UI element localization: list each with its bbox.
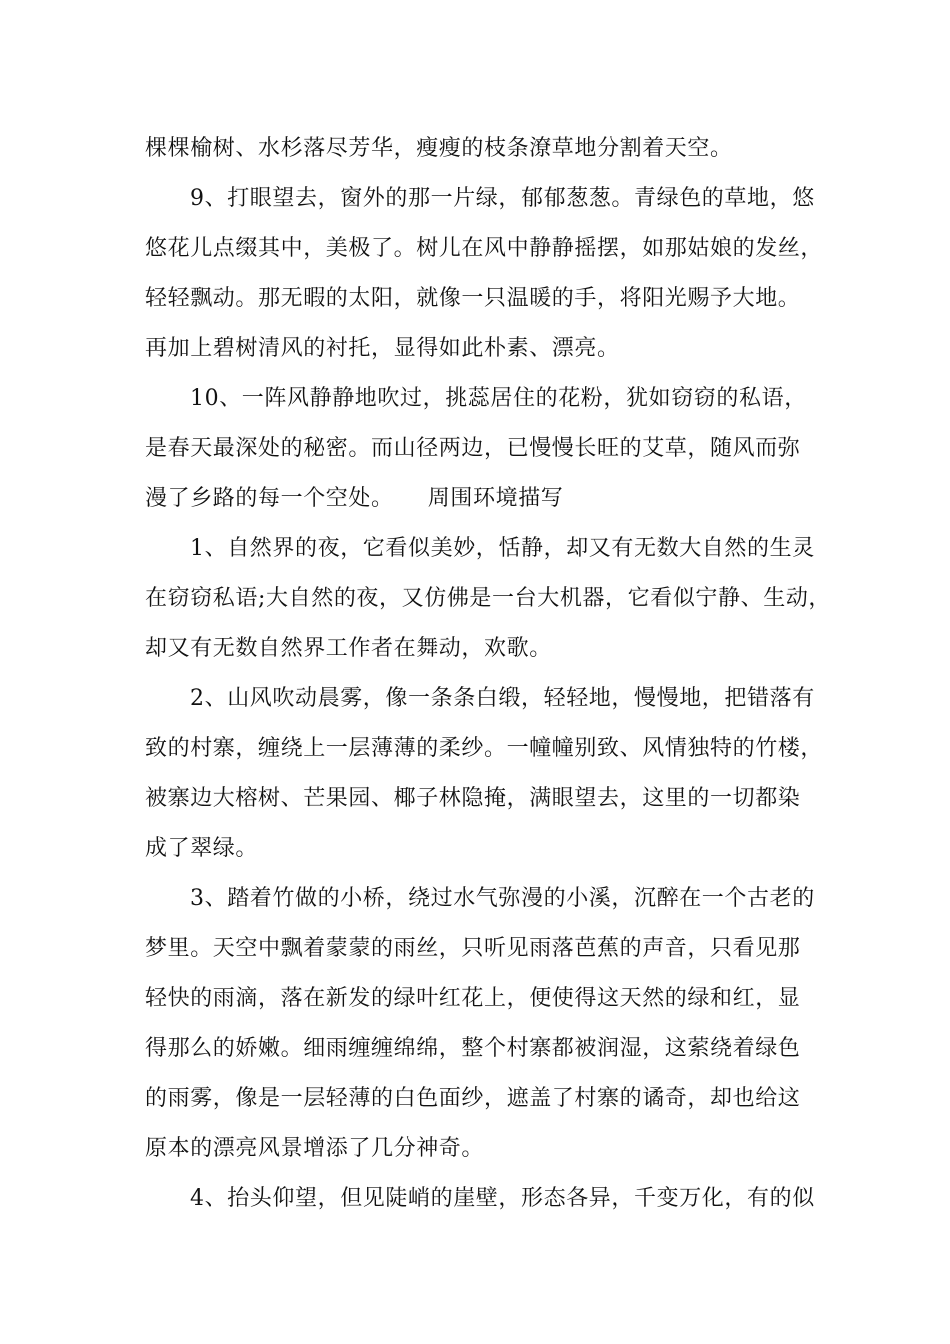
text-line: 再加上碧树清风的衬托，显得如此朴素、漂亮。	[145, 336, 620, 361]
text-line: 4、抬头仰望，但见陡峭的崖壁，形态各异，千变万化，有的似	[190, 1186, 815, 1211]
text-line: 成了翠绿。	[145, 836, 259, 861]
text-line: 棵棵榆树、水杉落尽芳华，瘦瘦的枝条潦草地分割着天空。	[145, 136, 733, 161]
text-line: 9、打眼望去，窗外的那一片绿，郁郁葱葱。青绿色的草地，悠	[190, 186, 815, 211]
text-line: 原本的漂亮风景增添了几分神奇。	[145, 1136, 485, 1161]
text-line: 是春天最深处的秘密。而山径两边，已慢慢长旺的艾草，随风而弥	[145, 436, 801, 461]
text-line: 悠花儿点缀其中，美极了。树儿在风中静静摇摆，如那姑娘的发丝，	[145, 236, 824, 261]
text-line: 3、踏着竹做的小桥，绕过水气弥漫的小溪，沉醉在一个古老的	[190, 886, 815, 911]
text-line: 的雨雾，像是一层轻薄的白色面纱，遮盖了村寨的谲奇，却也给这	[145, 1086, 801, 1111]
text-line: 在窃窃私语;大自然的夜，又仿佛是一台大机器，它看似宁静、生动，	[145, 586, 832, 611]
text-line: 轻快的雨滴，落在新发的绿叶红花上，便使得这天然的绿和红，显	[145, 986, 801, 1011]
text-line: 2、山风吹动晨雾，像一条条白缎，轻轻地，慢慢地，把错落有	[190, 686, 815, 711]
text-line: 轻轻飘动。那无暇的太阳，就像一只温暖的手，将阳光赐予大地。	[145, 286, 801, 311]
text-line: 被寨边大榕树、芒果园、椰子林隐掩，满眼望去，这里的一切都染	[145, 786, 801, 811]
text-line: 1、自然界的夜，它看似美妙，恬静，却又有无数大自然的生灵	[190, 536, 815, 561]
text-line: 致的村寨，缠绕上一层薄薄的柔纱。一幢幢别致、风情独特的竹楼，	[145, 736, 824, 761]
text-line: 得那么的娇嫩。细雨缠缠绵绵，整个村寨都被润湿，这萦绕着绿色	[145, 1036, 801, 1061]
text-line: 10、一阵风静静地吹过，挑蕊居住的花粉，犹如窃窃的私语，	[190, 386, 807, 411]
text-line: 漫了乡路的每一个空处。 周围环境描写	[145, 486, 564, 511]
text-line: 却又有无数自然界工作者在舞动，欢歌。	[145, 636, 552, 661]
text-line: 梦里。天空中飘着蒙蒙的雨丝，只听见雨落芭蕉的声音，只看见那	[145, 936, 801, 961]
